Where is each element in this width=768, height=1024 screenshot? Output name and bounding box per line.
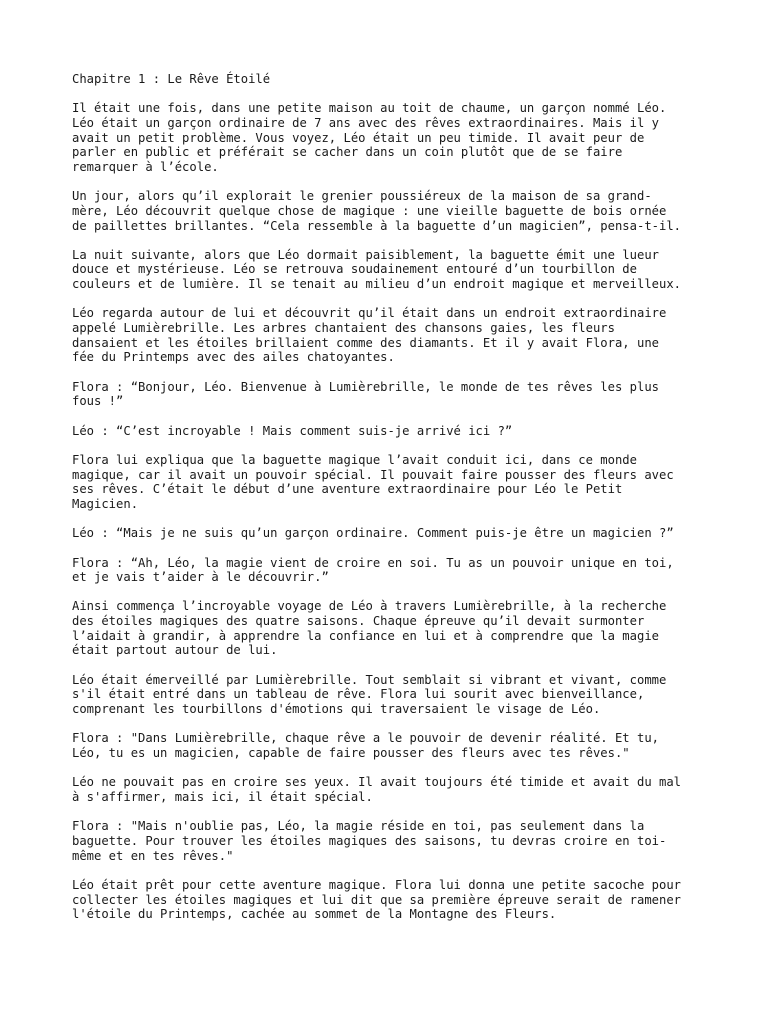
dialogue-paragraph: Léo : “C’est incroyable ! Mais comment suis-je arrivé ici ?” (72, 423, 513, 438)
paragraph: Léo était prêt pour cette aventure magique. Flora lui donna une petite sacoche pour collecter les étoiles magiques et lui dit que sa première épreuve serait de ramener l'étoile du Printemps, cachée au sommet de la Montagne des Fleurs. (72, 877, 682, 922)
paragraph: Léo était émerveillé par Lumièrebrille. Tout semblait si vibrant et vivant, comme s'il était entré dans un tableau de rêve. Flora lui sourit avec bienveillance, comprenant les tourbillons d'émotions qui traversaient le visage de Léo. (72, 672, 667, 717)
paragraph: Un jour, alors qu’il explorait le grenier poussiéreux de la maison de sa grand- mère, Léo découvrit quelque chose de magique : une vieille baguette de bois ornée de paillettes brillantes. “Cela ressemble à la baguette d’un magicien”, pensa-t-il. (72, 189, 682, 233)
paragraph: Il était une fois, dans une petite maison au toit de chaume, un garçon nommé Léo. Léo était un garçon ordinaire de 7 ans avec des rêves extraordinaires. Mais il y avait un petit problème. Vous voyez, Léo était un peu timide. Il avait peur de parler en public et préférait se cacher dans un coin plutôt que de se faire remarquer à l’école. (72, 101, 667, 174)
dialogue-paragraph: Flora : "Dans Lumièrebrille, chaque rêve a le pouvoir de devenir réalité. Et tu, Léo, tu es un magicien, capable de faire pousser des fleurs avec tes rêves." (72, 731, 659, 760)
chapter-title: Chapitre 1 : Le Rêve Étoilé (72, 72, 271, 86)
paragraph: Flora lui expliqua que la baguette magique l’avait conduit ici, dans ce monde magique, car il avait un pouvoir spécial. Il pouvait faire pousser des fleurs avec ses rêves. C’était le début d’une aventure extraordinaire pour Léo le Petit Magicien. (72, 452, 674, 511)
paragraph: Ainsi commença l’incroyable voyage de Léo à travers Lumièrebrille, à la recherche des étoiles magiques des quatre saisons. Chaque épreuve qu’il devait surmonter l’aidait à grandir, à apprendre la confiance en lui et à comprendre que la magie était partout autour de lui. (72, 599, 667, 658)
dialogue-paragraph: Flora : “Ah, Léo, la magie vient de croire en soi. Tu as un pouvoir unique en toi, et je vais t’aider à le découvrir.” (72, 555, 674, 585)
dialogue-paragraph: Léo : “Mais je ne suis qu’un garçon ordinaire. Comment puis-je être un magicien ?” (72, 526, 674, 541)
paragraph: La nuit suivante, alors que Léo dormait paisiblement, la baguette émit une lueur douce et mystérieuse. Léo se retrouva soudainement entouré d’un tourbillon de couleurs et de lumière. Il se tenait au milieu d’un endroit magique et merveilleux. (72, 247, 682, 292)
paragraph: Léo ne pouvait pas en croire ses yeux. Il avait toujours été timide et avait du mal à s'affirmer, mais ici, il était spécial. (72, 775, 682, 804)
dialogue-paragraph: Flora : “Bonjour, Léo. Bienvenue à Lumièrebrille, le monde de tes rêves les plus fous !” (72, 379, 659, 409)
document-page (72, 72, 708, 936)
dialogue-paragraph: Flora : "Mais n'oublie pas, Léo, la magie réside en toi, pas seulement dans la baguette. Pour trouver les étoiles magiques des saisons, tu devras croire en toi- même et en tes rêves." (72, 819, 667, 863)
paragraph: Léo regarda autour de lui et découvrit qu’il était dans un endroit extraordinaire appelé Lumièrebrille. Les arbres chantaient des chansons gaies, les fleurs dansaient et les étoiles brillaient comme des diamants. Et il y avait Flora, une fée du Printemps avec des ailes chatoyantes. (72, 306, 667, 365)
